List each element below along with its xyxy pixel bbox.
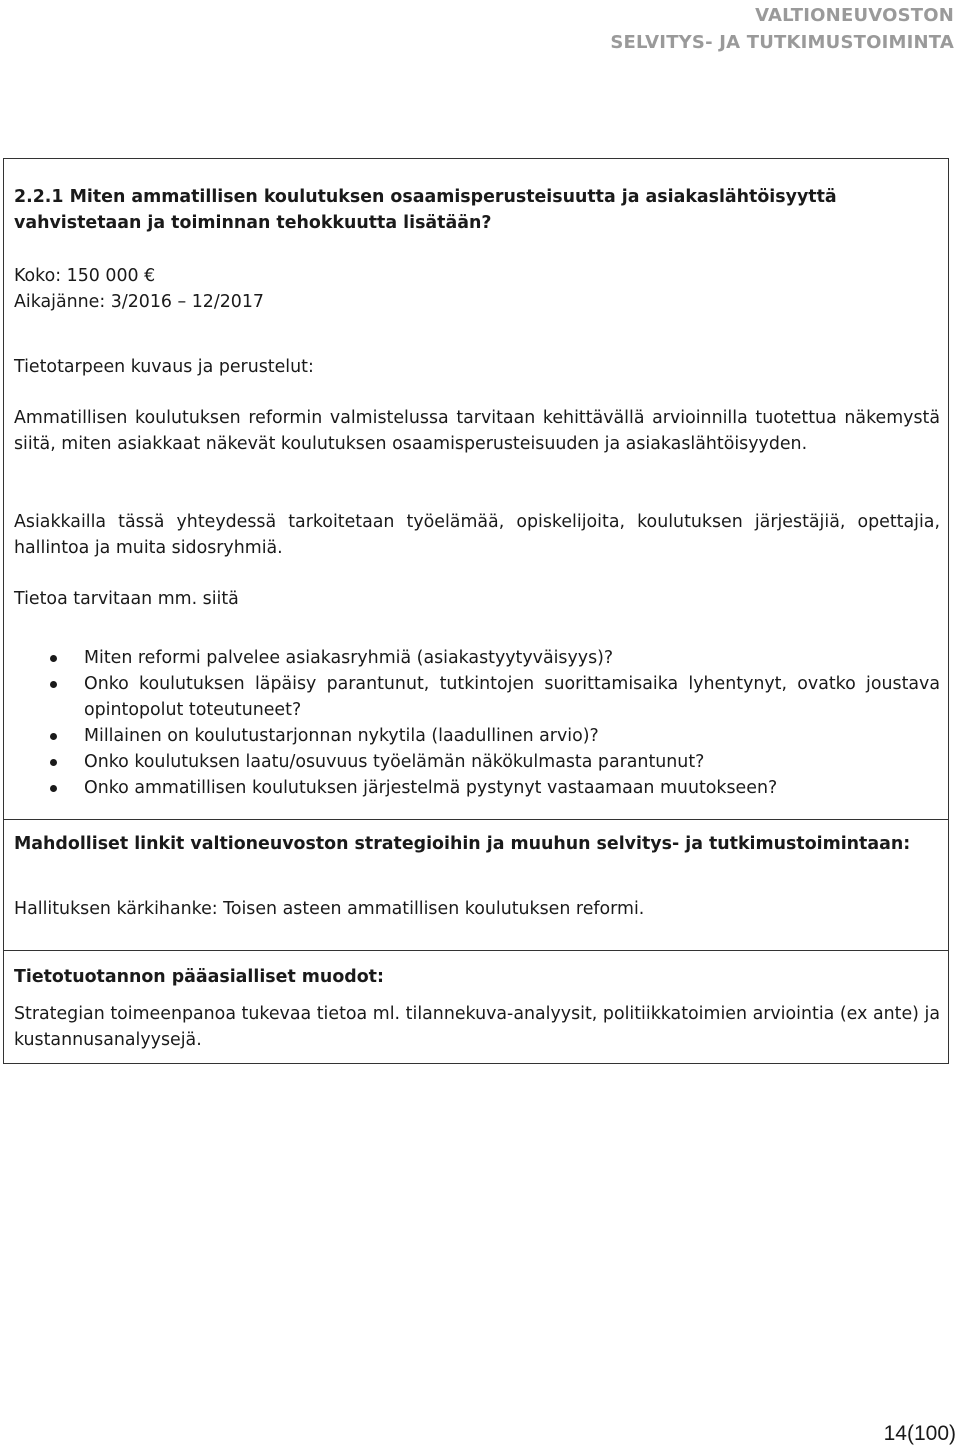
organization-name-line1: VALTIONEUVOSTON <box>755 5 954 26</box>
list-item: Millainen on koulutustarjonnan nykytila (laadullinen arvio)? <box>4 723 940 749</box>
production-forms-text: Strategian toimeenpanoa tukevaa tietoa ml. tilannekuva-analyysit, politiikkatoimien arviointia (ex ante) ja kustannusanalyysejä. <box>14 1004 940 1050</box>
information-needs-list <box>4 645 940 801</box>
section-heading-line2: vahvistetaan ja toiminnan tehokkuutta lisätään? <box>14 213 492 233</box>
bullet-icon <box>50 733 57 740</box>
section-heading <box>14 184 940 236</box>
strategy-links-text: Hallituksen kärkihanke: Toisen asteen ammatillisen koulutuksen reformi. <box>14 899 645 919</box>
page-number: 14(100) <box>883 1422 956 1445</box>
need-description-title: Tietotarpeen kuvaus ja perustelut: <box>14 357 314 377</box>
strategy-links-title: Mahdolliset linkit valtioneuvoston strategioihin ja muuhun selvitys- ja tutkimustoimintaan: <box>14 834 911 854</box>
description-paragraph-1: Ammatillisen koulutuksen reformin valmistelussa tarvitaan kehittävällä arvioinnilla tuotettua näkemystä siitä, miten asiakkaat näkevät koulutuksen osaamisperusteisuuden ja asiakaslähtöisyyden. <box>14 408 940 454</box>
bullet-icon <box>50 681 57 688</box>
production-forms-box <box>3 950 949 1064</box>
bullet-icon <box>50 785 57 792</box>
section-heading-line1: 2.2.1 Miten ammatillisen koulutuksen osaamisperusteisuutta ja asiakaslähtöisyyttä <box>14 187 837 207</box>
list-item: Onko koulutuksen laatu/osuvuus työelämän näkökulmasta parantunut? <box>4 749 940 775</box>
strategy-links-box <box>3 819 949 951</box>
bullets-intro: Tietoa tarvitaan mm. siitä <box>14 589 239 609</box>
organization-name-line2: SELVITYS- JA TUTKIMUSTOIMINTA <box>610 32 954 53</box>
project-description-box <box>3 158 949 820</box>
bullet-icon <box>50 759 57 766</box>
list-item: Miten reformi palvelee asiakasryhmiä (asiakastyytyväisyys)? <box>4 645 940 671</box>
list-item: Onko ammatillisen koulutuksen järjestelmä pystynyt vastaamaan muutokseen? <box>4 775 940 801</box>
bullet-icon <box>50 655 57 662</box>
time-period: Aikajänne: 3/2016 – 12/2017 <box>14 292 264 312</box>
description-paragraph-2: Asiakkailla tässä yhteydessä tarkoitetaan työelämää, opiskelijoita, koulutuksen järjestäjiä, opettajia, hallintoa ja muita sidosryhmiä. <box>14 512 940 558</box>
organization-header <box>610 2 954 56</box>
production-forms-title: Tietotuotannon pääasialliset muodot: <box>14 967 384 987</box>
list-item: Onko koulutuksen läpäisy parantunut, tutkintojen suorittamisaika lyhentynyt, ovatko joustava opintopolut toteutuneet? <box>4 671 940 723</box>
budget-size: Koko: 150 000 € <box>14 266 156 286</box>
